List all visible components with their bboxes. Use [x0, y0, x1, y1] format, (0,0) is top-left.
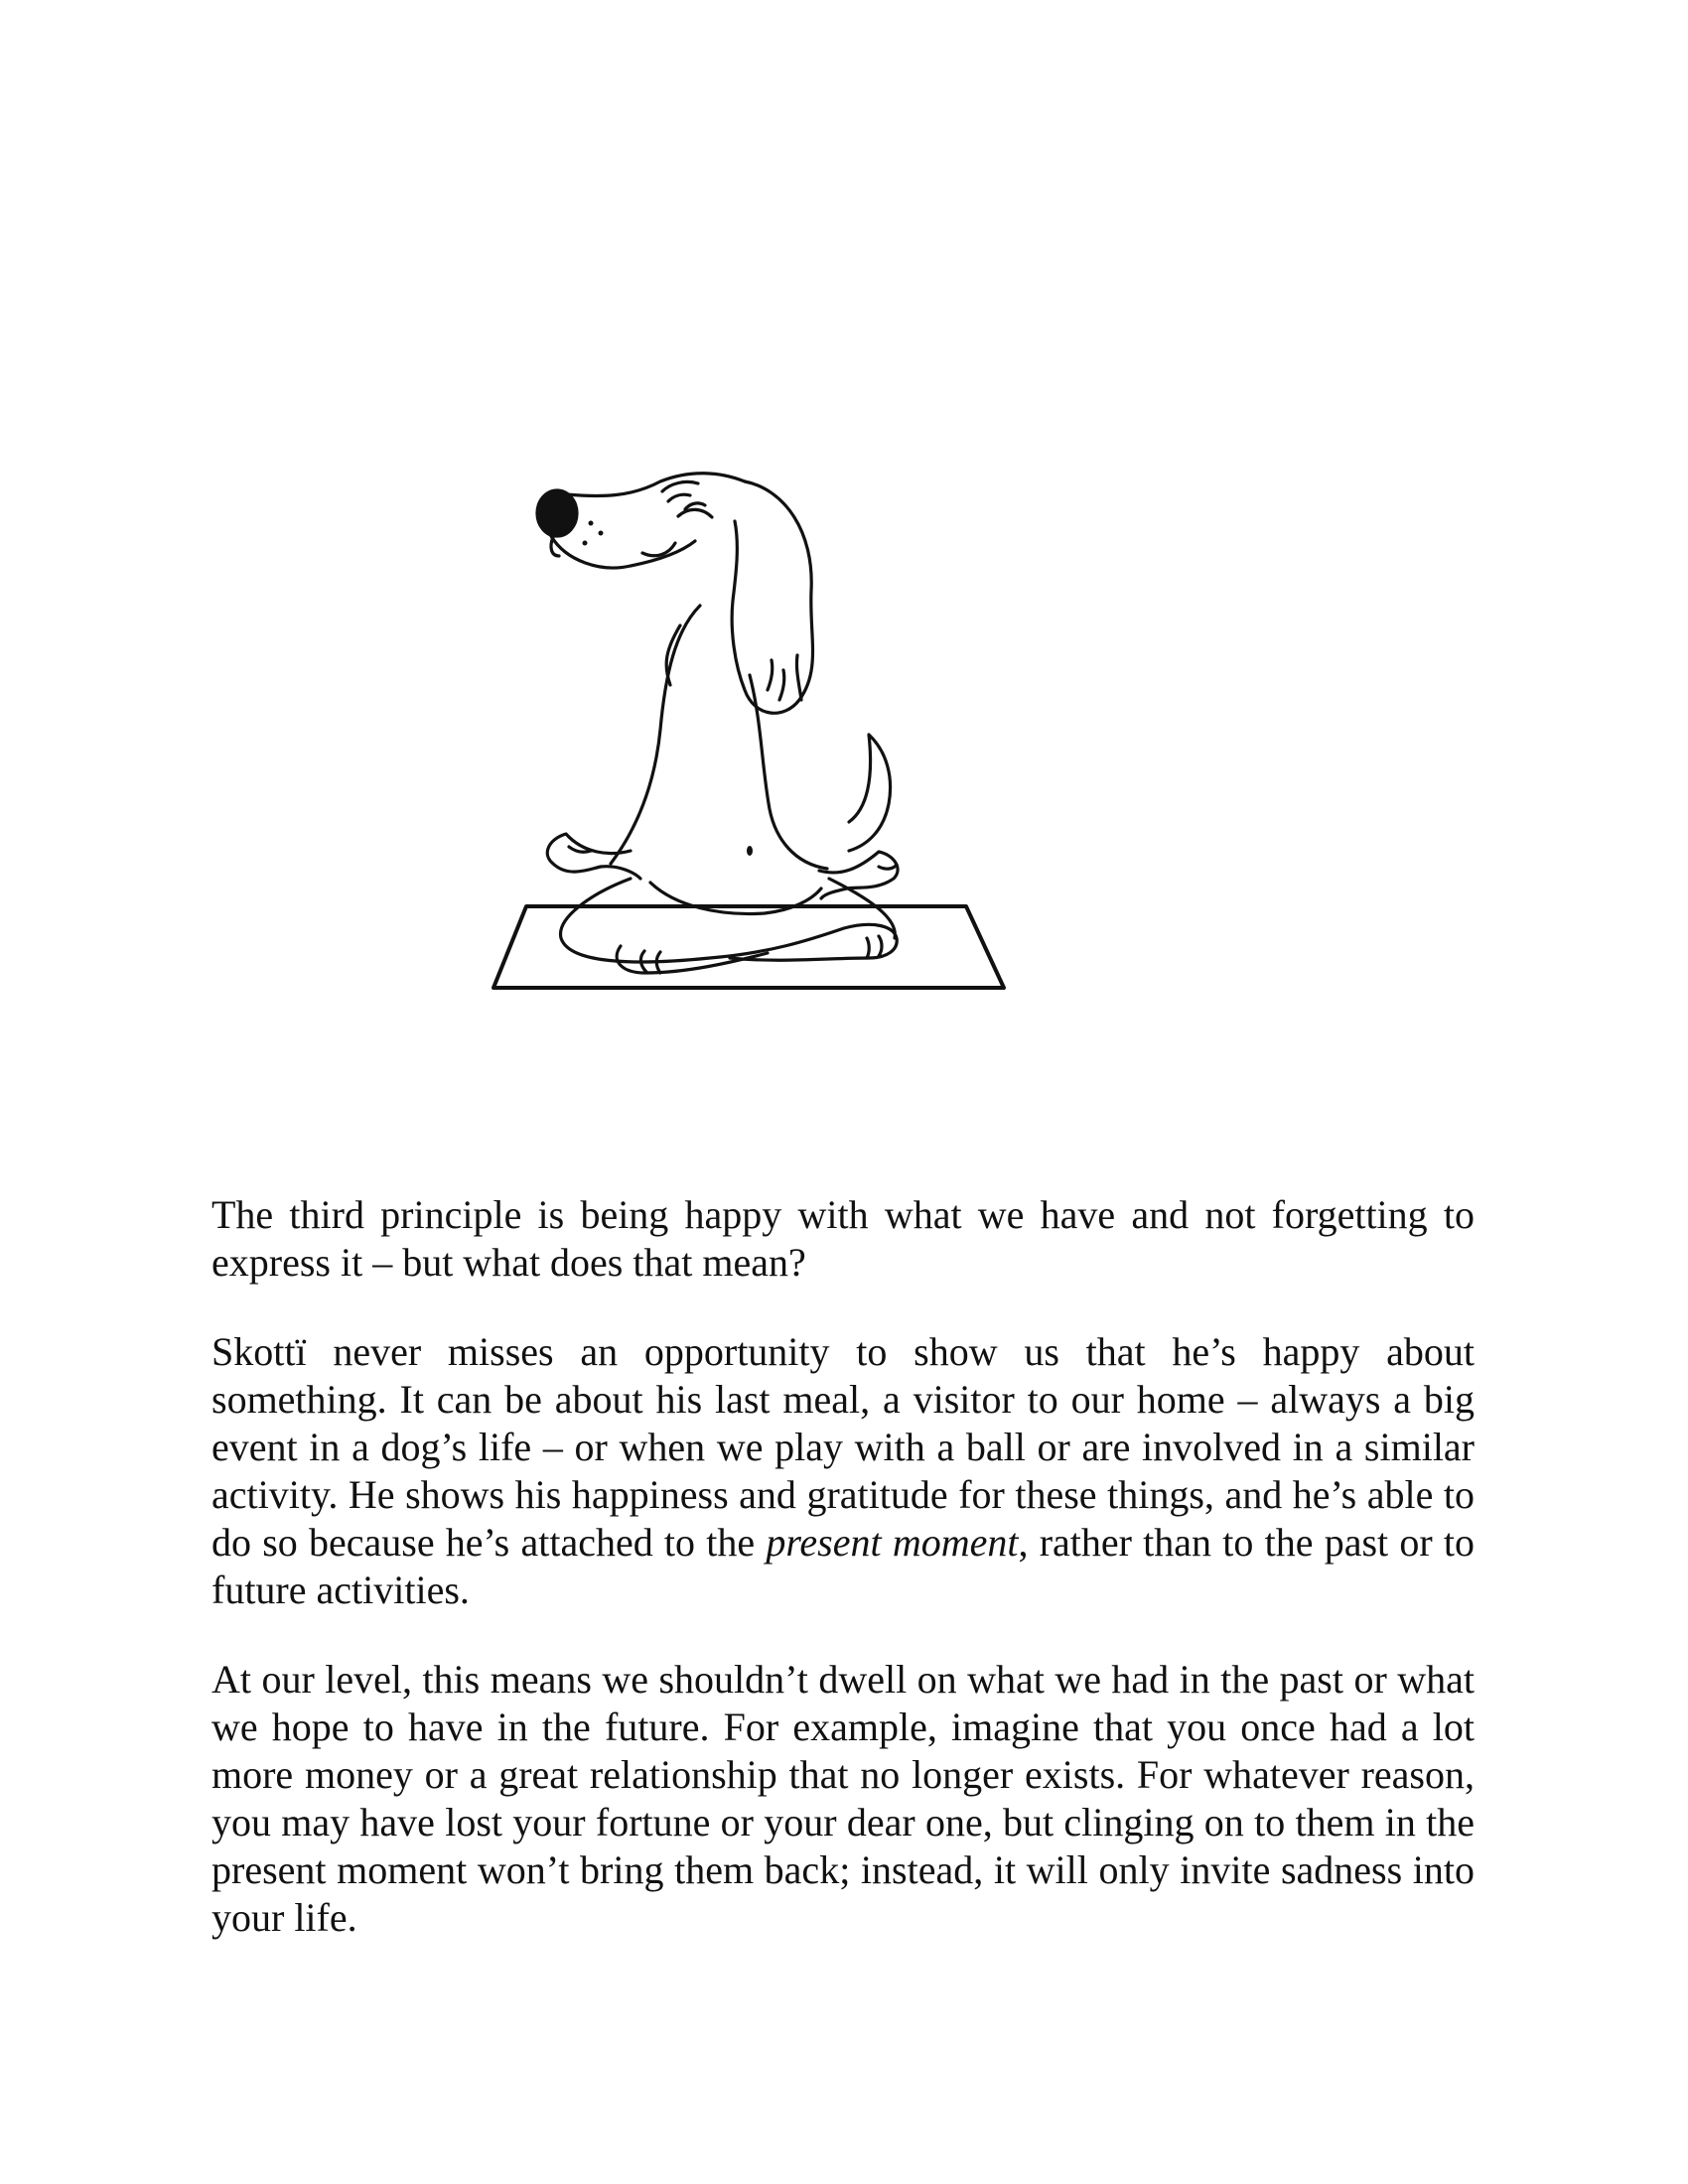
- dog-body: [611, 606, 700, 864]
- paragraph-1: The third principle is being happy with what we have and not forgetting to express it – but what does that mean?: [211, 1192, 1475, 1285]
- dog-eye: [678, 509, 712, 517]
- dog-tail: [849, 735, 891, 851]
- dog-navel: [747, 846, 753, 856]
- dog-right-arm: [819, 852, 898, 898]
- meditating-dog-icon: [452, 462, 1013, 998]
- dog-nose: [537, 490, 577, 536]
- paragraph-2: [211, 1328, 1475, 1614]
- yoga-mat: [493, 906, 1004, 988]
- meditating-dog-illustration: [452, 462, 1013, 998]
- paragraph-2-text-start: Skottï never misses an opportunity to show us that he’s happy about something. It can be about his last meal, a visitor to our home – always a big event in a dog’s life – or when we play with a ball or are involved in a similar activity. He shows his happiness and gratitude for these things, and he’s able to do so because he’s attached to the: [211, 1329, 1475, 1565]
- dog-belly: [650, 883, 821, 914]
- paragraph-3: At our level, this means we shouldn’t dwell on what we had in the past or what we hope to have in the future. For example, imagine that you once had a lot more money or a great relationship that no longer exists. For whatever reason, you may have lost your fortune or your dear one, but clinging on to them in the present moment won’t bring them back; instead, it will only invite sadness into your life.: [211, 1657, 1475, 1940]
- paragraph-2-text-end: , rather than to the past or to future activities.: [211, 1520, 1475, 1612]
- dog-crossed-legs: [561, 879, 898, 962]
- paragraph-2-emphasis: present moment: [766, 1520, 1019, 1565]
- dog-head: [566, 474, 745, 496]
- body-text: [211, 1191, 1475, 1983]
